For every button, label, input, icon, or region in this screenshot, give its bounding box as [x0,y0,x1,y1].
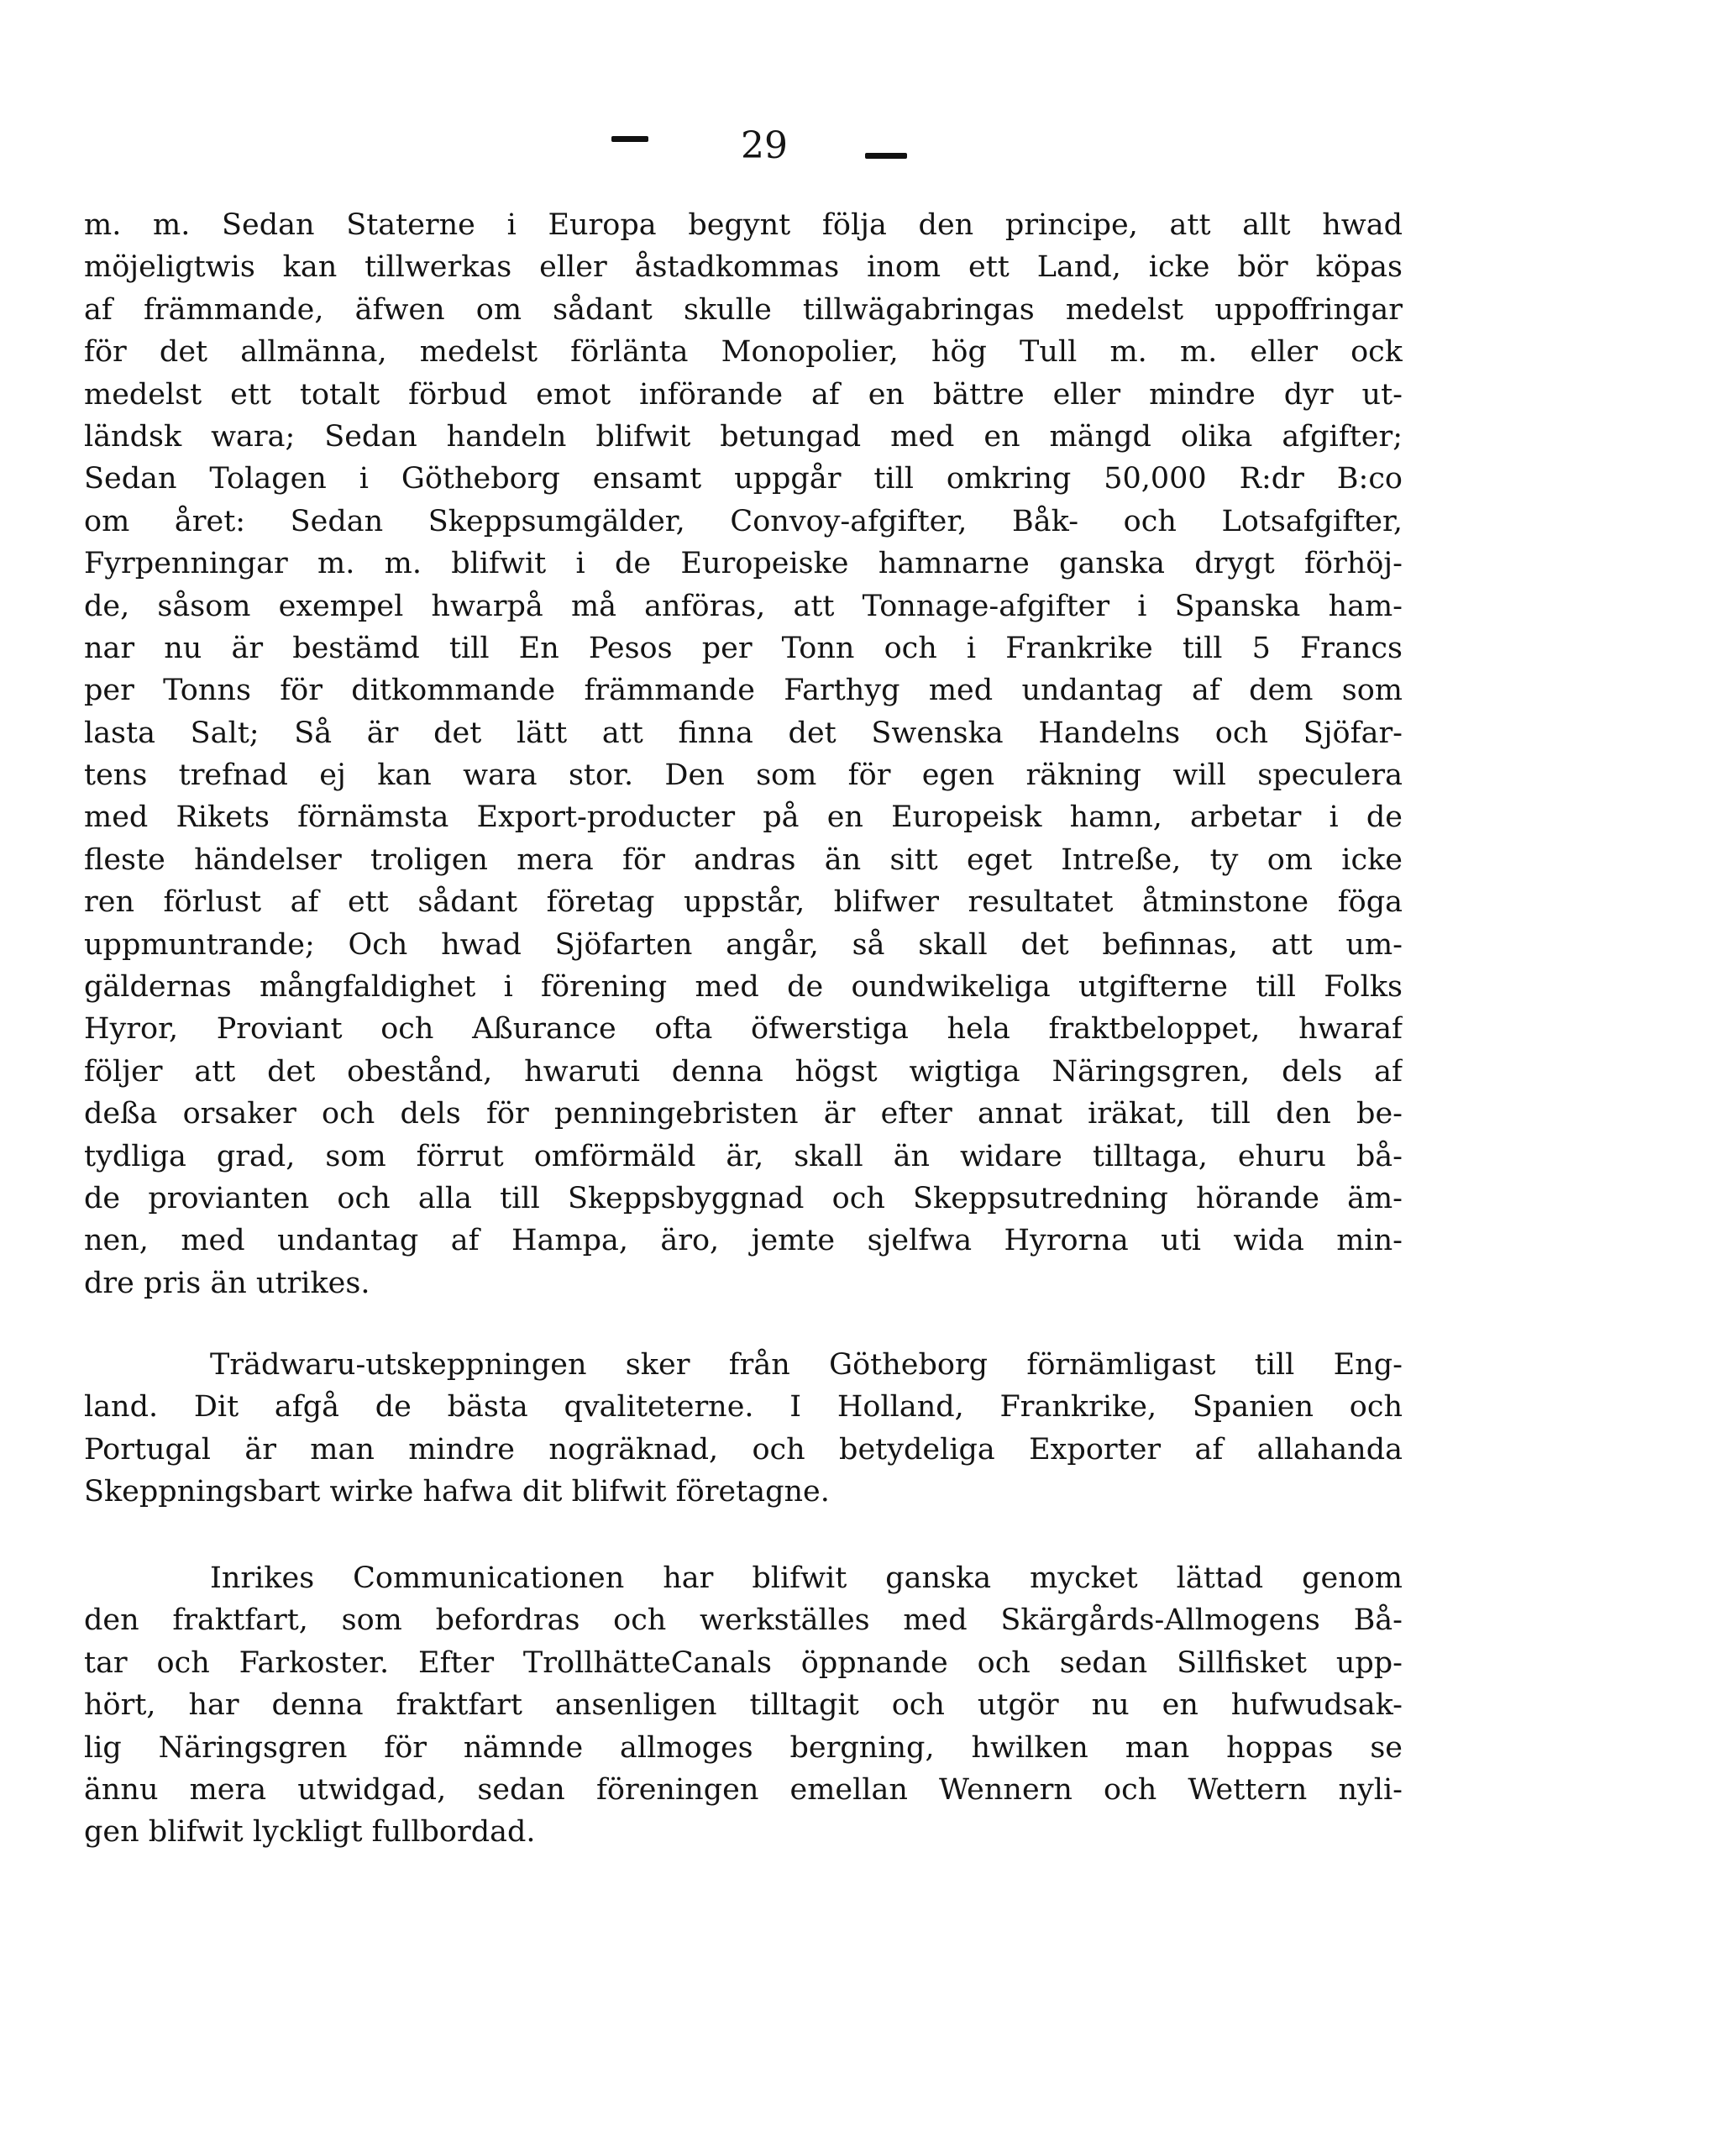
text-line: Sedan Tolagen i Götheborg ensamt uppgår till omkring 50,000 R:dr B:co [84,462,1403,496]
text-line: tar och Farkoster. Efter TrollhätteCanals öppnande och sedan Sillfisket upp- [84,1645,1403,1680]
text-line: ren förlust af ett sådant företag uppstår, blifwer resultatet åtminstone föga [84,885,1403,920]
paragraph-1 [84,204,1403,1304]
text-line: lig Näringsgren för nämnde allmoges bergning, hwilken man hoppas se [84,1730,1403,1765]
text-line: Hyror, Proviant och Aßurance ofta öfwerstiga hela fraktbeloppet, hwaraf [84,1012,1403,1047]
paragraph-2 [84,1344,1403,1514]
text-line: gäldernas mångfaldighet i förening med de oundwikeliga utgifterne till Folks [84,970,1403,1005]
text-line: Portugal är man mindre nogräknad, och betydeliga Exporter af allahanda [84,1432,1403,1467]
text-line: uppmuntrande; Och hwad Sjöfarten angår, så skall det befinnas, att um- [84,927,1403,962]
text-line: deßa orsaker och dels för penningebristen är efter annat iräkat, till den be- [84,1097,1403,1131]
page-header [0,126,1736,176]
text-line: m. m. Sedan Staterne i Europa begynt följa den principe, att allt hwad [84,208,1403,242]
text-line: medelst ett totalt förbud emot införande af en bättre eller mindre dyr ut- [84,377,1403,412]
text-line: tydliga grad, som förrut omförmäld är, skall än widare tilltaga, ehuru bå- [84,1139,1403,1173]
page-number: 29 [741,124,788,167]
header-dash-right [865,153,907,159]
text-line: nar nu är bestämd till En Pesos per Tonn och i Frankrike till 5 Francs [84,631,1403,665]
text-line: Skeppningsbart wirke hafwa dit blifwit företagne. [84,1475,830,1509]
text-line: med Rikets förnämsta Export-producter på en Europeisk hamn, arbetar i de [84,800,1403,835]
text-line: lasta Salt; Så är det lätt att finna det Swenska Handelns och Sjöfar- [84,716,1403,750]
text-line: land. Dit afgå de bästa qvaliteterne. I Holland, Frankrike, Spanien och [84,1390,1403,1425]
text-line: om året: Sedan Skeppsumgälder, Convoy-afgifter, Båk- och Lotsafgifter, [84,504,1403,538]
text-line: ländsk wara; Sedan handeln blifwit betungad med en mängd olika afgifter; [84,419,1403,454]
text-line: gen blifwit lyckligt fullbordad. [84,1815,536,1850]
text-line: dre pris än utrikes. [84,1266,370,1300]
text-line: per Tonns för ditkommande främmande Farthyg med undantag af dem som [84,674,1403,708]
text-line: ännu mera utwidgad, sedan föreningen emellan Wennern och Wettern nyli- [84,1772,1403,1807]
text-line: Fyrpenningar m. m. blifwit i de Europeiske hamnarne ganska drygt förhöj- [84,547,1403,581]
paragraph-3 [84,1557,1403,1854]
text-line: Inrikes Communicationen har blifwit ganska mycket lättad genom [210,1561,1403,1595]
text-line: de, såsom exempel hwarpå må anföras, att Tonnage-afgifter i Spanska ham- [84,589,1403,623]
text-line: de provianten och alla till Skeppsbyggnad och Skeppsutredning hörande äm- [84,1181,1403,1215]
header-dash-left [611,136,648,142]
text-line: för det allmänna, medelst förlänta Monopolier, hög Tull m. m. eller ock [84,335,1403,370]
text-line: möjeligtwis kan tillwerkas eller åstadkommas inom ett Land, icke bör köpas [84,250,1403,285]
text-line: hört, har denna fraktfart ansenligen tilltagit och utgör nu en hufwudsak- [84,1688,1403,1723]
text-line: nen, med undantag af Hampa, äro, jemte sjelfwa Hyrorna uti wida min- [84,1224,1403,1258]
text-line: Trädwaru-utskeppningen sker från Götheborg förnämligast till Eng- [210,1348,1403,1382]
text-line: följer att det obestånd, hwaruti denna högst wigtiga Näringsgren, dels af [84,1054,1403,1089]
text-line: tens trefnad ej kan wara stor. Den som för egen räkning will speculera [84,758,1403,793]
text-line: den fraktfart, som befordras och werkställes med Skärgårds-Allmogens Bå- [84,1603,1403,1638]
text-line: af främmande, äfwen om sådant skulle tillwägabringas medelst uppoffringar [84,292,1403,327]
text-line: fleste händelser troligen mera för andras än sitt eget Intreße, ty om icke [84,842,1403,877]
